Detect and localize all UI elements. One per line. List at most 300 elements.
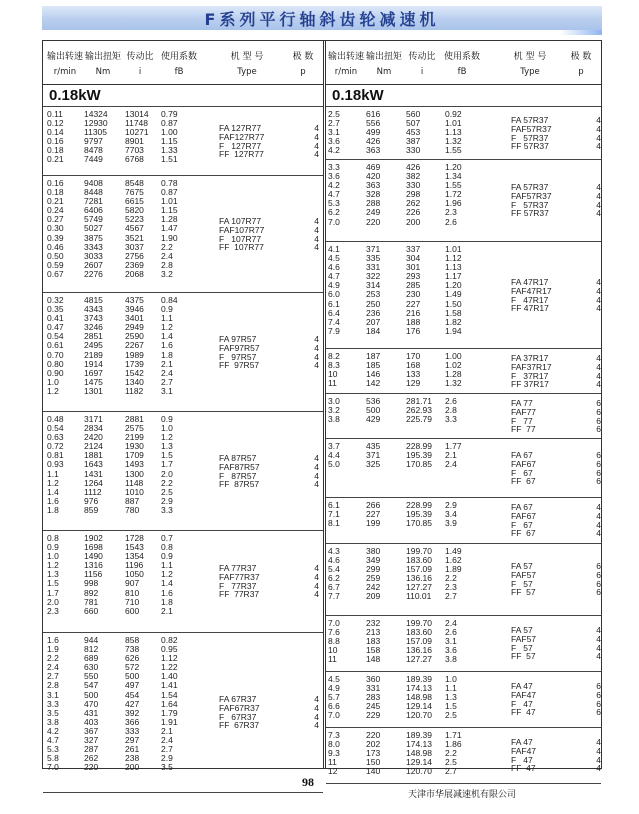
factor-cell: 1.20 (445, 162, 462, 172)
pole-count: 4 (596, 294, 601, 305)
type-row (511, 304, 601, 313)
ratio-cell: 572 (125, 662, 140, 673)
pole-count: 4 (596, 199, 601, 210)
right-power-label: 0.18kW (326, 85, 601, 107)
ratio-cell: 170 (406, 351, 421, 361)
speed-cell: 1.2 (47, 477, 59, 488)
speed-cell: 10 (328, 369, 338, 380)
factor-column (445, 619, 485, 664)
pole-count: 4 (596, 182, 601, 192)
model-type: FAF87R57 (219, 461, 260, 472)
speed-cell: 7.4 (328, 316, 340, 327)
factor-cell: 1.2 (161, 322, 173, 333)
torque-cell: 363 (366, 145, 381, 156)
factor-cell: 2.2 (161, 477, 173, 488)
factor-cell: 1.00 (161, 127, 178, 138)
speed-cell: 0.21 (47, 196, 64, 207)
torque-cell: 812 (84, 644, 99, 655)
factor-cell: 2.1 (161, 725, 173, 736)
torque-cell: 140 (366, 766, 381, 777)
model-type: FAF57R37 (511, 123, 552, 134)
factor-cell: 1.13 (445, 127, 462, 138)
model-type: FA 57 (511, 561, 533, 571)
ratio-cell: 2199 (125, 432, 144, 443)
speed-cell: 6.1 (328, 500, 340, 510)
ratio-cell: 297 (125, 735, 140, 746)
pole-count: 6 (596, 707, 601, 718)
torque-column (366, 110, 404, 155)
speed-cell: 2.4 (47, 662, 59, 673)
ratio-cell: 1354 (125, 551, 144, 562)
torque-cell: 236 (366, 307, 381, 318)
ratio-column (125, 296, 155, 396)
pole-count: 4 (596, 763, 601, 774)
factor-cell: 0.82 (161, 635, 178, 645)
speed-cell: 0.9 (47, 542, 59, 553)
ratio-column (406, 547, 438, 602)
torque-cell: 2851 (84, 331, 103, 342)
torque-cell: 426 (366, 136, 381, 147)
torque-column (366, 547, 404, 602)
torque-cell: 4815 (84, 295, 103, 305)
factor-column (445, 675, 485, 720)
ratio-column (406, 110, 438, 155)
model-type: F 47 (511, 754, 533, 765)
factor-column (445, 352, 485, 388)
ratio-column (125, 534, 155, 616)
model-type: FAF57R37 (511, 190, 552, 201)
torque-cell: 3743 (84, 313, 103, 324)
ratio-cell: 1182 (125, 385, 144, 396)
ratio-cell: 120.70 (406, 766, 432, 777)
model-type: FA 57 (511, 625, 533, 635)
model-type: FF 47 (511, 763, 536, 774)
factor-column (445, 163, 485, 227)
torque-cell: 6406 (84, 205, 103, 216)
torque-cell: 249 (366, 207, 381, 218)
speed-cell: 10 (328, 645, 338, 656)
speed-cell: 0.61 (47, 340, 64, 351)
speed-cell: 0.12 (47, 118, 64, 129)
factor-cell: 1.7 (161, 459, 173, 470)
torque-cell: 3246 (84, 322, 103, 333)
torque-cell: 220 (366, 730, 381, 740)
ratio-cell: 127.27 (406, 654, 432, 665)
factor-column (161, 110, 201, 165)
ratio-cell: 1493 (125, 459, 144, 470)
factor-cell: 1.62 (445, 555, 462, 566)
model-type: F 57R37 (511, 199, 549, 210)
type-row (511, 588, 601, 597)
speed-cell: 1.2 (47, 385, 59, 396)
pole-count: 4 (596, 370, 601, 381)
speed-cell: 9.3 (328, 748, 340, 759)
factor-cell: 1.32 (445, 378, 462, 389)
torque-cell: 429 (366, 414, 381, 425)
torque-cell: 500 (84, 689, 99, 700)
factor-cell: 1.2 (161, 432, 173, 443)
ratio-cell: 2590 (125, 331, 144, 342)
speed-cell: 11 (328, 378, 337, 389)
pole-count: 4 (314, 711, 319, 722)
ratio-column (406, 397, 438, 424)
torque-cell: 11305 (84, 127, 108, 138)
factor-cell: 3.3 (161, 504, 173, 515)
header-type: 机 型 号 (513, 52, 547, 62)
factor-cell: 1.6 (161, 587, 173, 598)
torque-cell: 500 (366, 405, 381, 416)
torque-cell: 7281 (84, 196, 103, 207)
torque-cell: 349 (366, 555, 381, 566)
header-factor: 使用系数 (443, 52, 480, 62)
torque-cell: 202 (366, 739, 381, 750)
factor-cell: 1.55 (445, 180, 462, 191)
ratio-cell: 176 (406, 325, 421, 336)
speed-cell: 4.2 (328, 145, 340, 156)
ratio-column (406, 501, 438, 528)
speed-cell: 0.11 (47, 109, 63, 119)
model-type: FA 67R37 (219, 694, 257, 704)
speed-cell: 6.2 (328, 207, 340, 218)
ratio-cell: 170.85 (406, 518, 432, 529)
model-type: F 67 (511, 519, 533, 530)
ratio-cell: 216 (406, 307, 421, 318)
pole-count: 4 (596, 625, 601, 635)
speed-cell: 6.1 (328, 298, 340, 309)
model-type: FAF47 (511, 745, 537, 756)
ratio-cell: 2756 (125, 250, 144, 261)
ratio-cell: 127.27 (406, 582, 432, 593)
ratio-cell: 199.70 (406, 546, 432, 556)
factor-cell: 0.95 (161, 644, 178, 655)
model-group (326, 672, 601, 728)
left-power-label: 0.18kW (43, 85, 323, 107)
ratio-cell: 507 (406, 118, 421, 129)
model-type: F 77 (511, 415, 533, 426)
model-type: FA 67 (511, 450, 533, 460)
pole-count: 4 (314, 360, 319, 371)
page-number: 98 (302, 775, 314, 789)
torque-cell: 8478 (84, 145, 103, 156)
speed-cell: 0.63 (47, 432, 64, 443)
factor-cell: 2.9 (161, 495, 173, 506)
factor-cell: 1.01 (161, 196, 178, 207)
ratio-cell: 387 (406, 136, 421, 147)
ratio-cell: 907 (125, 578, 140, 589)
speed-cell: 3.1 (47, 689, 59, 700)
speed-cell: 4.2 (328, 180, 340, 191)
torque-cell: 1697 (84, 367, 103, 378)
type-block (219, 217, 319, 252)
model-group (43, 176, 323, 293)
speed-column (328, 619, 368, 664)
ratio-cell: 5820 (125, 205, 144, 216)
ratio-cell: 199.70 (406, 618, 432, 628)
torque-cell: 322 (366, 271, 381, 282)
speed-cell: 0.18 (47, 145, 64, 156)
ratio-column (406, 352, 438, 388)
ratio-cell: 200 (406, 216, 421, 227)
speed-cell: 1.6 (47, 495, 59, 506)
factor-cell: 3.1 (161, 385, 173, 396)
speed-cell: 2.8 (47, 680, 59, 691)
model-type: F 87R57 (219, 470, 257, 481)
ratio-column (406, 731, 438, 776)
factor-cell: 1.34 (445, 171, 462, 182)
torque-cell: 232 (366, 618, 381, 628)
pole-count: 4 (314, 694, 319, 704)
model-group (326, 349, 601, 394)
ratio-cell: 1542 (125, 367, 144, 378)
pole-count: 6 (596, 569, 601, 580)
type-row (219, 721, 319, 730)
torque-cell: 1902 (84, 533, 103, 543)
pole-count: 6 (596, 450, 601, 460)
model-type: FF 57R37 (511, 141, 549, 152)
type-row (511, 652, 601, 661)
factor-cell: 1.13 (445, 262, 462, 273)
type-row (511, 209, 601, 218)
pole-count: 6 (596, 467, 601, 478)
ratio-cell: 148.98 (406, 748, 432, 759)
factor-cell: 3.6 (445, 645, 457, 656)
ratio-cell: 8548 (125, 178, 144, 188)
torque-cell: 314 (366, 280, 381, 291)
model-type: FA 97R57 (219, 334, 257, 344)
pole-count: 6 (596, 587, 601, 598)
torque-cell: 250 (366, 298, 381, 309)
type-row (511, 380, 601, 389)
speed-column (328, 163, 368, 227)
ratio-cell: 281.71 (406, 396, 432, 406)
factor-cell: 1.79 (161, 707, 178, 718)
header-ratio: 传动比 (126, 52, 154, 62)
pole-count: 4 (314, 123, 319, 133)
factor-cell: 2.8 (445, 405, 457, 416)
header-type-unit: Type (520, 67, 540, 77)
factor-cell: 1.94 (445, 325, 462, 336)
model-type: FA 47R17 (511, 277, 549, 287)
speed-column (328, 245, 368, 336)
speed-cell: 3.8 (328, 414, 340, 425)
torque-cell: 242 (366, 582, 381, 593)
torque-column (366, 501, 404, 528)
torque-cell: 660 (84, 605, 99, 616)
torque-cell: 1156 (84, 569, 103, 580)
torque-cell: 1475 (84, 376, 103, 387)
model-type: F 107R77 (219, 233, 262, 244)
pole-count: 4 (596, 208, 601, 219)
torque-cell: 328 (366, 189, 381, 200)
factor-cell: 1.32 (445, 136, 462, 147)
ratio-cell: 174.13 (406, 683, 432, 694)
torque-column (84, 110, 122, 165)
speed-cell: 6.4 (328, 307, 340, 318)
factor-column (445, 442, 485, 469)
torque-cell: 360 (366, 674, 381, 684)
torque-cell: 173 (366, 748, 381, 759)
speed-cell: 0.18 (47, 187, 64, 198)
torque-cell: 2495 (84, 340, 103, 351)
torque-cell: 367 (84, 725, 99, 736)
ratio-cell: 170.85 (406, 459, 432, 470)
factor-cell: 2.2 (161, 241, 173, 252)
model-type: FA 47 (511, 737, 533, 747)
torque-column (366, 619, 404, 664)
speed-cell: 12 (328, 766, 338, 777)
torque-cell: 371 (366, 450, 381, 461)
torque-cell: 220 (84, 762, 99, 773)
speed-column (47, 296, 87, 396)
header-speed: 输出转速 (328, 52, 365, 62)
factor-cell: 2.4 (161, 735, 173, 746)
torque-cell: 229 (366, 710, 381, 721)
model-type: FAF67 (511, 458, 537, 469)
ratio-cell: 13014 (125, 109, 149, 119)
type-block (219, 695, 319, 730)
factor-cell: 0.87 (161, 118, 178, 129)
speed-cell: 0.32 (47, 295, 64, 305)
ratio-column (406, 163, 438, 227)
torque-cell: 380 (366, 546, 381, 556)
torque-cell: 253 (366, 289, 381, 300)
factor-cell: 3.2 (161, 268, 173, 279)
speed-cell: 1.0 (47, 376, 59, 387)
speed-cell: 0.46 (47, 241, 64, 252)
speed-column (328, 731, 368, 776)
torque-cell: 435 (366, 441, 381, 451)
model-type: F 67 (511, 467, 533, 478)
ratio-cell: 1300 (125, 468, 144, 479)
speed-cell: 1.9 (47, 644, 59, 655)
ratio-cell: 120.70 (406, 710, 432, 721)
speed-cell: 1.2 (47, 560, 59, 571)
ratio-cell: 10271 (125, 127, 149, 138)
factor-cell: 1.17 (445, 271, 462, 282)
factor-cell: 3.5 (161, 762, 173, 773)
speed-cell: 0.72 (47, 441, 64, 452)
ratio-cell: 304 (406, 253, 421, 264)
factor-cell: 3.1 (445, 636, 457, 647)
torque-column (84, 534, 122, 616)
ratio-cell: 426 (406, 162, 421, 172)
factor-cell: 2.6 (445, 396, 457, 406)
pole-count: 4 (314, 461, 319, 472)
torque-cell: 892 (84, 587, 99, 598)
ratio-cell: 293 (406, 271, 421, 282)
torque-cell: 185 (366, 360, 381, 371)
ratio-cell: 188 (406, 316, 421, 327)
factor-cell: 1.2 (161, 569, 173, 580)
pole-count: 6 (596, 578, 601, 589)
torque-column (366, 163, 404, 227)
factor-cell: 1.0 (445, 674, 457, 684)
speed-cell: 4.1 (328, 244, 340, 254)
factor-cell: 2.0 (161, 468, 173, 479)
torque-cell: 431 (84, 707, 99, 718)
factor-cell: 2.4 (445, 618, 457, 628)
factor-cell: 1.54 (161, 689, 178, 700)
model-type: FA 47 (511, 681, 533, 691)
speed-cell: 6.2 (328, 573, 340, 584)
model-type: FAF47R17 (511, 285, 552, 296)
torque-cell: 283 (366, 692, 381, 703)
type-row (511, 764, 601, 773)
factor-cell: 2.4 (161, 367, 173, 378)
pole-count: 6 (596, 681, 601, 691)
torque-cell: 1881 (84, 450, 103, 461)
speed-cell: 2.3 (47, 605, 59, 616)
right-header (326, 41, 601, 85)
speed-column (328, 547, 368, 602)
pole-count: 4 (596, 379, 601, 390)
ratio-column (406, 245, 438, 336)
torque-cell: 5027 (84, 223, 103, 234)
model-type: FA 57R37 (511, 115, 549, 125)
type-block (511, 503, 601, 538)
factor-cell: 1.12 (161, 653, 178, 664)
factor-cell: 2.2 (445, 748, 457, 759)
torque-cell: 3875 (84, 232, 103, 243)
factor-cell: 1.6 (161, 340, 173, 351)
ratio-cell: 230 (406, 289, 421, 300)
speed-cell: 0.14 (47, 127, 64, 138)
ratio-cell: 1543 (125, 542, 144, 553)
torque-cell: 220 (366, 216, 381, 227)
ratio-cell: 330 (406, 145, 421, 156)
speed-cell: 6.6 (328, 701, 340, 712)
ratio-cell: 226 (406, 207, 421, 218)
speed-cell: 4.7 (328, 271, 340, 282)
factor-cell: 1.49 (445, 289, 462, 300)
type-block (219, 564, 319, 599)
type-block (511, 354, 601, 389)
ratio-cell: 11748 (125, 118, 149, 129)
ratio-cell: 337 (406, 244, 421, 254)
type-row (511, 142, 601, 151)
speed-cell: 3.2 (328, 405, 340, 416)
torque-cell: 227 (366, 509, 381, 520)
torque-cell: 3171 (84, 414, 103, 424)
speed-cell: 0.50 (47, 250, 64, 261)
speed-cell: 2.5 (328, 109, 340, 119)
pole-count: 4 (596, 642, 601, 653)
model-type: FF 47R17 (511, 303, 549, 314)
speed-cell: 3.6 (328, 136, 340, 147)
pole-count: 4 (314, 342, 319, 353)
ratio-cell: 858 (125, 635, 140, 645)
page-title: F系列平行轴斜齿轮减速机 (204, 9, 440, 29)
speed-cell: 7.1 (328, 509, 340, 520)
type-row (511, 477, 601, 486)
speed-cell: 7.0 (328, 216, 340, 227)
factor-cell: 2.1 (161, 358, 173, 369)
torque-cell: 2420 (84, 432, 103, 443)
ratio-cell: 301 (406, 262, 421, 273)
ratio-column (406, 442, 438, 469)
pole-count: 6 (596, 424, 601, 435)
model-type: FAF127R77 (219, 131, 265, 142)
speed-cell: 2.0 (47, 596, 59, 607)
model-type: FAF77R37 (219, 571, 260, 582)
ratio-cell: 261 (125, 744, 140, 755)
ratio-cell: 228.99 (406, 441, 432, 451)
speed-cell: 1.3 (47, 569, 59, 580)
type-block (511, 399, 601, 434)
factor-cell: 1.01 (445, 118, 462, 129)
model-type: F 47 (511, 698, 533, 709)
model-type: FA 127R77 (219, 123, 262, 133)
